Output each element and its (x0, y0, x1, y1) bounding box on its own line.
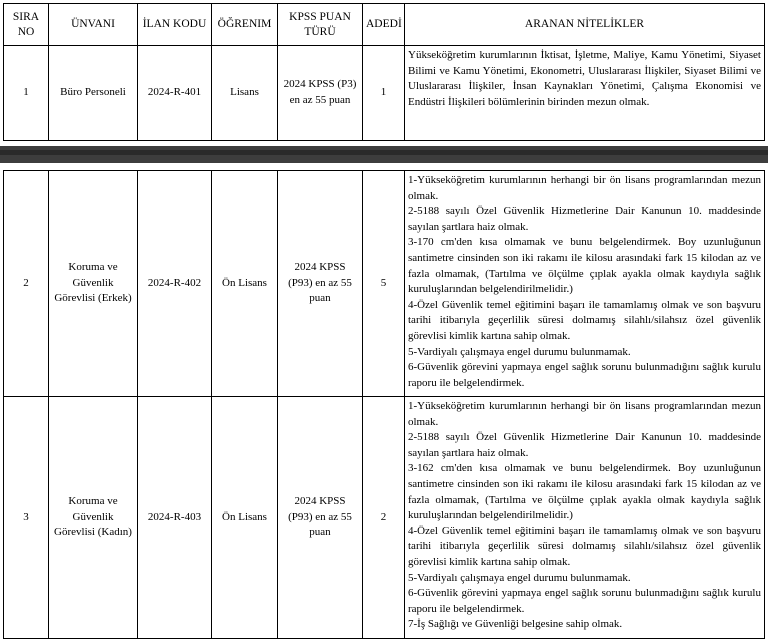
col-header-adedi: ADEDİ (363, 4, 405, 46)
cell-adedi: 5 (363, 171, 405, 397)
column-header-row (4, 4, 765, 46)
requirement-item: 3-162 cm'den kısa olmamak ve bunu belgelendirmek. Boy uzunluğunun santimetre cinsinden son iki rakamı ile kilosu arasındaki fark 15 kilodan az ve fazla olmamak, (Tartılma ve ölçülme çıplak ayakla olmak kaydıyla sağlık kuruluşlarından belgelendirilmelidir.) (408, 462, 761, 522)
cell-kpss: 2024 KPSS (P93) en az 55 puan (278, 397, 363, 639)
section-divider (0, 146, 768, 163)
requirement-item: 6-Güvenlik görevini yapmaya engel sağlık sorunu bulunmadığını sağlık kurulu raporu ile belgelendirmek. (408, 361, 761, 389)
requirement-item: 4-Özel Güvenlik temel eğitimini başarı ile tamamlamış olmak ve son başvuru tarihi itibarıyla geçerlilik süresi dolmamış silahlı/silahsız özel güvenlik görevlisi kimlik kartına sahip olmak. (408, 524, 761, 568)
cell-sira: 3 (4, 397, 49, 639)
requirement-item: 6-Güvenlik görevini yapmaya engel sağlık sorunu bulunmadığını sağlık kurulu raporu ile belgelendirmek. (408, 587, 761, 615)
cell-ogrenim: Lisans (212, 46, 278, 141)
header-table (3, 3, 765, 141)
requirement-item: 1-Yükseköğretim kurumlarının herhangi bir ön lisans programlarından mezun olmak. (408, 400, 761, 428)
requirement-item: 1-Yükseköğretim kurumlarının herhangi bir ön lisans programlarından mezun olmak. (408, 174, 761, 202)
cell-unvani: Koruma ve Güvenlik Görevlisi (Kadın) (49, 397, 138, 639)
cell-ogrenim: Ön Lisans (212, 397, 278, 639)
cell-ilan-kodu: 2024-R-403 (138, 397, 212, 639)
cell-sira: 1 (4, 46, 49, 141)
cell-adedi: 2 (363, 397, 405, 639)
requirement-item: 2-5188 sayılı Özel Güvenlik Hizmetlerine Dair Kanunun 10. maddesinde sayılan şartlara haiz olmak. (408, 205, 761, 233)
cell-nitelikler (405, 46, 765, 141)
col-header-unvani: ÜNVANI (49, 4, 138, 46)
requirement-item: 2-5188 sayılı Özel Güvenlik Hizmetlerine Dair Kanunun 10. maddesinde sayılan şartlara haiz olmak. (408, 431, 761, 459)
cell-adedi: 1 (363, 46, 405, 141)
requirement-item: 7-İş Sağlığı ve Güvenliği belgesine sahip olmak. (408, 618, 623, 631)
requirement-item: Yükseköğretim kurumlarının İktisat, İşletme, Maliye, Kamu Yönetimi, Siyaset Bilimi ve Kamu Yönetimi, Ekonometri, Uluslararası İlişkiler, Siyaset Bilimi ve Uluslararası İlişkiler, İnsan Kaynakları Yönetimi, Çalışma Ekonomisi ve Endüstri İlişkileri bölümlerinin birinden mezun olmak. (408, 49, 761, 108)
requirement-item: 5-Vardiyalı çalışmaya engel durumu bulunmamak. (408, 345, 631, 358)
cell-unvani: Büro Personeli (49, 46, 138, 141)
cell-kpss: 2024 KPSS (P3) en az 55 puan (278, 46, 363, 141)
cell-ilan-kodu: 2024-R-401 (138, 46, 212, 141)
cell-kpss: 2024 KPSS (P93) en az 55 puan (278, 171, 363, 397)
col-header-ogrenim: ÖĞRENIM (212, 4, 278, 46)
col-header-kpss: KPSS PUAN TÜRÜ (278, 4, 363, 46)
cell-sira: 2 (4, 171, 49, 397)
col-header-sira: SIRA NO (4, 4, 49, 46)
requirement-item: 4-Özel Güvenlik temel eğitimini başarı ile tamamlamış olmak ve son başvuru tarihi itibarıyla geçerlilik süresi dolmamış silahlı/silahsız özel güvenlik görevlisi kimlik kartına sahip olmak. (408, 298, 761, 342)
requirement-item: 3-170 cm'den kısa olmamak ve bunu belgelendirmek. Boy uzunluğunun santimetre cinsinden son iki rakamı ile kilosu arasındaki fark 15 kilodan az ve fazla olmamak, (Tartılma ve ölçülme çıplak ayakla olmak kaydıyla sağlık kuruluşlarından belgelendirilmelidir.) (408, 236, 761, 296)
cell-nitelikler (405, 397, 765, 639)
cell-ogrenim: Ön Lisans (212, 171, 278, 397)
table-row (4, 171, 765, 397)
cell-ilan-kodu: 2024-R-402 (138, 171, 212, 397)
cell-nitelikler (405, 171, 765, 397)
requirement-item: 5-Vardiyalı çalışmaya engel durumu bulunmamak. (408, 571, 631, 584)
body-table (3, 170, 765, 639)
col-header-ilan-kodu: İLAN KODU (138, 4, 212, 46)
table-row (4, 46, 765, 141)
col-header-nitelikler: ARANAN NİTELİKLER (405, 4, 765, 46)
cell-unvani: Koruma ve Güvenlik Görevlisi (Erkek) (49, 171, 138, 397)
table-row (4, 397, 765, 639)
